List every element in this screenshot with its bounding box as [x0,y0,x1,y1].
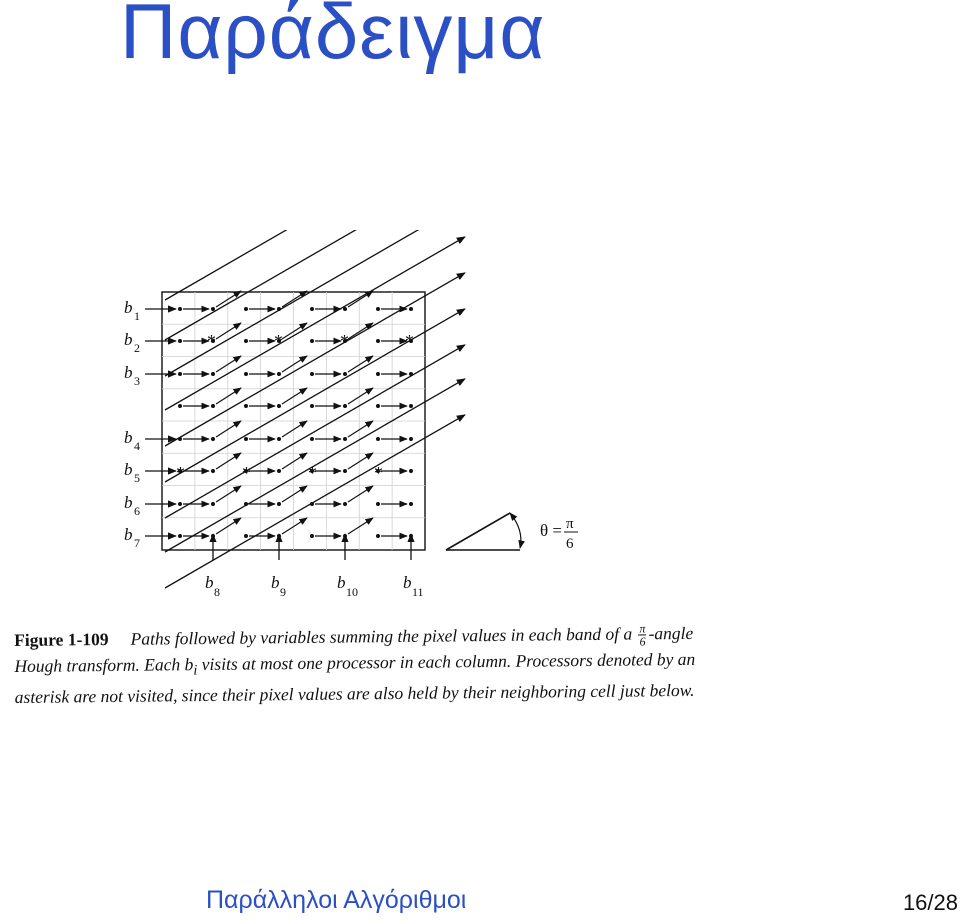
processor-dot [178,502,182,506]
column-label: b [403,573,412,592]
asterisk-marker: * [340,331,349,351]
processor-dot [244,502,248,506]
row-label: b [124,298,133,317]
processor-dot [310,437,314,441]
diagonal-arrow [348,388,373,404]
processor-dot [277,437,281,441]
diagonal-arrow [348,323,373,339]
diagonal-arrow [282,291,307,307]
processor-dot [211,502,215,506]
processor-dot [178,404,182,408]
asterisk-marker: * [405,331,414,351]
processor-dot [277,502,281,506]
processor-dot [244,534,248,538]
asterisk-marker: * [242,463,251,483]
row-subscript: 1 [134,309,140,323]
processor-dot [343,404,347,408]
angle-numerator: π [566,516,574,532]
band-path-arrow [165,345,465,518]
page-number: 16/28 [902,890,958,915]
processor-dot [343,469,347,473]
column-labels [205,534,424,599]
processor-dot [343,437,347,441]
processor-dot [277,372,281,376]
processor-dot [376,437,380,441]
caption-fraction-num: π [639,621,646,636]
diagonal-arrow [282,453,307,469]
processor-dot [178,307,182,311]
asterisk-marker: * [207,331,216,351]
row-subscript: 5 [134,471,140,485]
angle-denominator: 6 [566,536,574,552]
processor-dot [310,404,314,408]
processor-dot [244,307,248,311]
processor-dot [244,437,248,441]
processor-dot [211,437,215,441]
angle-label: θ = [540,521,562,540]
diagonal-paths [165,230,465,588]
diagonal-arrow [282,323,307,339]
processor-dot [178,372,182,376]
processor-dot [211,469,215,473]
column-subscript: 9 [280,585,286,599]
diagonal-arrow [216,453,241,469]
diagonal-arrow [216,356,241,372]
asterisk-marker: * [374,463,383,483]
asterisk-marker: * [308,463,317,483]
processor-dot [244,404,248,408]
processor-dot [178,437,182,441]
diagonal-arrow [282,486,307,502]
row-subscript: 3 [134,374,140,388]
band-path-arrow [165,415,465,588]
processor-dot [343,307,347,311]
row-labels [124,298,176,550]
processor-dot [376,339,380,343]
caption-subscript: i [193,663,198,680]
processor-dot [409,469,413,473]
row-subscript: 6 [134,504,140,518]
processor-dot [310,372,314,376]
processor-dot [310,534,314,538]
diagonal-arrow [216,421,241,437]
diagonal-arrow [282,518,307,534]
footer-title: Παράλληλοι Αλγόριθμοι [206,886,467,914]
processor-dot [409,502,413,506]
diagonal-arrow [348,453,373,469]
processor-dot [211,404,215,408]
band-path-arrow [165,230,328,300]
processor-dot [376,502,380,506]
band-path-arrow [165,230,459,376]
row-label: b [124,428,133,447]
row-label: b [124,330,133,349]
caption-fraction-den: 6 [639,634,646,649]
processor-dot [343,372,347,376]
hough-transform-figure [0,230,960,630]
short-arrows [183,291,407,536]
row-label: b [124,363,133,382]
processor-dot [310,502,314,506]
processor-dot [178,534,182,538]
processor-dot [310,339,314,343]
row-subscript: 2 [134,341,140,355]
band-path-arrow [165,230,397,340]
column-subscript: 11 [412,585,424,599]
column-label: b [205,573,214,592]
diagonal-arrow [348,486,373,502]
row-label: b [124,525,133,544]
row-subscript: 7 [134,536,140,550]
processor-dot [376,404,380,408]
diagonal-arrow [282,356,307,372]
diagonal-arrow [348,518,373,534]
column-subscript: 8 [214,585,220,599]
processor-dot [376,534,380,538]
processor-dot [409,307,413,311]
processor-dot [409,437,413,441]
caption-label: Figure 1-109 [14,629,109,650]
asterisk-marker: * [274,331,283,351]
band-path-arrow [165,237,465,410]
column-label: b [271,573,280,592]
processor-dot [277,307,281,311]
processor-dot [310,307,314,311]
processor-dot [211,307,215,311]
asterisk-marker: * [176,463,185,483]
processor-dot [211,372,215,376]
caption-text-part3: visits at most one processor in each column. Processors denoted by an asterisk are not visited, since their pixel values are also held by their neighboring cell just below. [14,649,696,707]
row-subscript: 4 [134,439,140,453]
processor-dot [244,372,248,376]
column-subscript: 10 [346,585,358,599]
processor-dot [376,372,380,376]
figure-caption [14,621,715,709]
diagonal-arrow [282,421,307,437]
processor-dot [409,372,413,376]
processor-dot [244,339,248,343]
caption-fraction [638,623,646,648]
processor-dot [277,469,281,473]
slide-title: Παράδειγμα [120,0,546,75]
processor-dot [178,339,182,343]
processor-grid [162,292,425,550]
column-label: b [337,573,346,592]
processor-dot [343,502,347,506]
diagonal-arrow [216,388,241,404]
angle-diagram [446,513,578,552]
diagonal-arrow [216,323,241,339]
row-label: b [124,460,133,479]
processor-dot [277,404,281,408]
processor-dot [409,404,413,408]
diagonal-arrow [348,291,373,307]
processor-dot [376,307,380,311]
band-path-arrow [165,273,465,446]
caption-text-part1: Paths followed by variables summing the pixel values in each band of a [130,623,633,649]
row-label: b [124,493,133,512]
caption-text-part2: -angle Hough transform. Each b [14,622,694,677]
diagonal-arrow [216,486,241,502]
